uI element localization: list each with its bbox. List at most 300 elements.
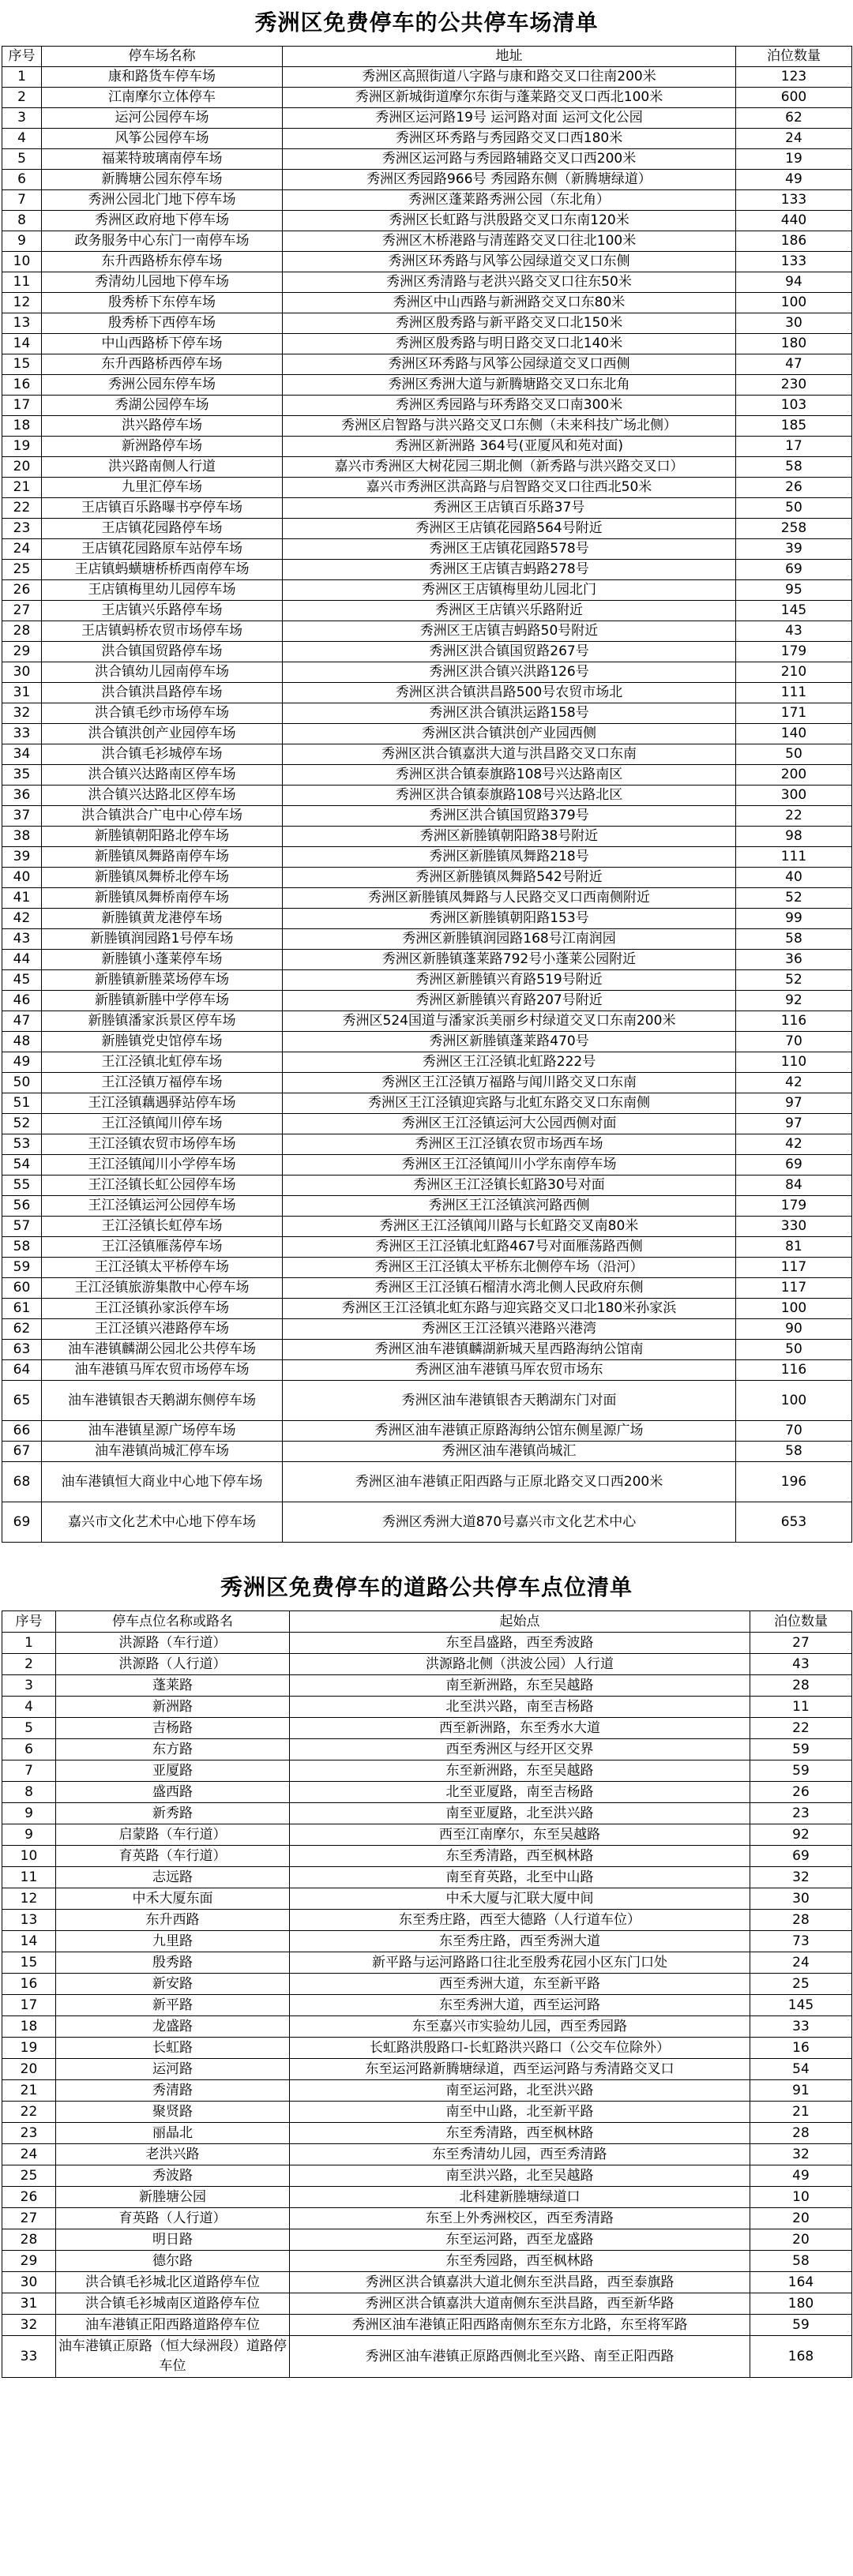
- cell-index: 20: [2, 457, 42, 478]
- cell-address: 东至运河路新腾塘绿道，西至运河路与秀清路交叉口: [290, 2059, 750, 2080]
- cell-name: 新塍镇新塍菜场停车场: [42, 970, 283, 991]
- cell-address: 秀洲区新塍镇凤舞路218号: [283, 847, 736, 868]
- column-header: 地址: [283, 47, 736, 67]
- cell-spaces: 30: [750, 1888, 852, 1910]
- cell-name: 九里汇停车场: [42, 478, 283, 498]
- cell-address: 北科建新塍塘绿道口: [290, 2187, 750, 2208]
- cell-spaces: 210: [736, 662, 852, 683]
- table-row: [2, 1846, 852, 1867]
- cell-spaces: 43: [736, 621, 852, 642]
- cell-spaces: 49: [736, 170, 852, 190]
- table-row: [2, 170, 852, 190]
- cell-address: 秀洲区王江泾镇石榴清水湾北侧人民政府东侧: [283, 1278, 736, 1299]
- cell-name: 运河路: [56, 2059, 290, 2080]
- cell-address: 秀洲区洪合镇兴洪路126号: [283, 662, 736, 683]
- cell-name: 秀洲公园东停车场: [42, 375, 283, 396]
- cell-index: 27: [2, 601, 42, 621]
- header-row: [2, 47, 852, 67]
- cell-address: 秀洲区环秀路与风筝公园绿道交叉口东侧: [283, 252, 736, 272]
- cell-name: 油车港镇恒大商业中心地下停车场: [42, 1462, 283, 1502]
- cell-spaces: 99: [736, 909, 852, 929]
- cell-index: 18: [2, 416, 42, 437]
- cell-spaces: 171: [736, 703, 852, 724]
- cell-name: 新塍镇凤舞桥北停车场: [42, 868, 283, 888]
- cell-name: 新塍塘公园: [56, 2187, 290, 2208]
- cell-spaces: 117: [736, 1278, 852, 1299]
- cell-spaces: 185: [736, 416, 852, 437]
- table-row: [2, 703, 852, 724]
- cell-spaces: 28: [750, 2123, 852, 2144]
- cell-index: 65: [2, 1381, 42, 1421]
- table-row: [2, 1502, 852, 1543]
- table-row: [2, 621, 852, 642]
- cell-address: 秀洲区王江泾镇运河大公园西侧对面: [283, 1114, 736, 1134]
- table-row: [2, 2315, 852, 2336]
- cell-name: 老洪兴路: [56, 2144, 290, 2165]
- cell-spaces: 116: [736, 1360, 852, 1381]
- cell-spaces: 97: [736, 1114, 852, 1134]
- cell-name: 油车港镇正阳西路道路停车位: [56, 2315, 290, 2336]
- cell-name: 德尔路: [56, 2251, 290, 2272]
- cell-index: 29: [2, 642, 42, 662]
- table-row: [2, 991, 852, 1011]
- table-row: [2, 149, 852, 170]
- cell-address: 秀洲区洪合镇洪昌路500号农贸市场北: [283, 683, 736, 703]
- table-row: [2, 847, 852, 868]
- cell-name: 育英路（人行道）: [56, 2208, 290, 2229]
- cell-address: 西至新洲路，东至秀水大道: [290, 1718, 750, 1739]
- cell-spaces: 70: [736, 1032, 852, 1052]
- cell-index: 49: [2, 1052, 42, 1073]
- cell-name: 油车港镇麟湖公园北公共停车场: [42, 1340, 283, 1360]
- cell-spaces: 73: [750, 1931, 852, 1952]
- cell-index: 26: [2, 2187, 56, 2208]
- cell-name: 嘉兴市文化艺术中心地下停车场: [42, 1502, 283, 1543]
- cell-address: 秀洲区王店镇花园路578号: [283, 539, 736, 560]
- cell-index: 46: [2, 991, 42, 1011]
- table-row: [2, 1237, 852, 1258]
- cell-spaces: 164: [750, 2272, 852, 2293]
- table-row: [2, 1217, 852, 1237]
- cell-spaces: 186: [736, 231, 852, 252]
- cell-address: 秀洲区王江泾镇农贸市场西车场: [283, 1134, 736, 1155]
- cell-name: 洪兴路停车场: [42, 416, 283, 437]
- cell-address: 秀洲区油车港镇正原路西侧北至兴路、南至正阳西路: [290, 2336, 750, 2378]
- table-row: [2, 827, 852, 847]
- cell-spaces: 100: [736, 1299, 852, 1319]
- cell-name: 王江泾镇太平桥停车场: [42, 1258, 283, 1278]
- cell-spaces: 52: [736, 970, 852, 991]
- table-row: [2, 1931, 852, 1952]
- cell-name: 龙盛路: [56, 2016, 290, 2038]
- cell-name: 王江泾镇农贸市场停车场: [42, 1134, 283, 1155]
- table-row: [2, 2059, 852, 2080]
- cell-index: 62: [2, 1319, 42, 1340]
- cell-name: 王店镇花园路原车站停车场: [42, 539, 283, 560]
- cell-spaces: 50: [736, 1340, 852, 1360]
- cell-address: 东至秀庄路，西至大德路（人行道车位）: [290, 1910, 750, 1931]
- cell-index: 56: [2, 1196, 42, 1217]
- cell-spaces: 16: [750, 2038, 852, 2059]
- cell-address: 南至洪兴路，北至吴越路: [290, 2165, 750, 2187]
- cell-address: 北至洪兴路，南至吉杨路: [290, 1697, 750, 1718]
- cell-address: 秀洲区洪合镇泰旗路108号兴达路北区: [283, 786, 736, 806]
- cell-name: 新秀路: [56, 1803, 290, 1824]
- table-row: [2, 2080, 852, 2102]
- cell-name: 王江泾镇闻川小学停车场: [42, 1155, 283, 1176]
- cell-spaces: 52: [736, 888, 852, 909]
- cell-address: 东至秀清路，西至枫林路: [290, 2123, 750, 2144]
- cell-name: 王江泾镇雁荡停车场: [42, 1237, 283, 1258]
- cell-index: 14: [2, 334, 42, 354]
- cell-address: 秀洲区蓬莱路秀洲公园（东北角）: [283, 190, 736, 211]
- cell-spaces: 103: [736, 396, 852, 416]
- cell-name: 殷秀桥下东停车场: [42, 293, 283, 313]
- cell-address: 南至新洲路，东至吴越路: [290, 1675, 750, 1697]
- cell-index: 61: [2, 1299, 42, 1319]
- cell-spaces: 258: [736, 519, 852, 539]
- cell-address: 秀洲区洪合镇国贸路267号: [283, 642, 736, 662]
- cell-name: 王店镇兴乐路停车场: [42, 601, 283, 621]
- cell-address: 秀洲区油车港镇麟湖新城天星西路海纳公馆南: [283, 1340, 736, 1360]
- cell-name: 新塍镇党史馆停车场: [42, 1032, 283, 1052]
- cell-address: 秀洲区殷秀路与明日路交叉口北140米: [283, 334, 736, 354]
- cell-address: 秀洲区中山西路与新洲路交叉口东80米: [283, 293, 736, 313]
- cell-name: 新安路: [56, 1974, 290, 1995]
- cell-index: 4: [2, 1697, 56, 1718]
- cell-index: 51: [2, 1093, 42, 1114]
- table-row: [2, 2229, 852, 2251]
- cell-address: 西至秀洲区与经开区交界: [290, 1739, 750, 1760]
- cell-index: 23: [2, 519, 42, 539]
- column-header: 泊位数量: [736, 47, 852, 67]
- cell-address: 秀洲区新塍镇凤舞路与人民路交叉口西南侧附近: [283, 888, 736, 909]
- cell-spaces: 179: [736, 1196, 852, 1217]
- table-row: [2, 1073, 852, 1093]
- cell-name: 新洲路停车场: [42, 437, 283, 457]
- table-row: [2, 662, 852, 683]
- cell-address: 秀洲区新塍镇朝阳路38号附近: [283, 827, 736, 847]
- cell-spaces: 180: [736, 334, 852, 354]
- cell-name: 王江泾镇北虹停车场: [42, 1052, 283, 1073]
- table-row: [2, 1360, 852, 1381]
- cell-index: 34: [2, 744, 42, 765]
- cell-address: 秀洲区新洲路 364号(亚厦风和苑对面): [283, 437, 736, 457]
- cell-index: 10: [2, 252, 42, 272]
- table-row: [2, 108, 852, 129]
- table-row: [2, 2123, 852, 2144]
- cell-spaces: 196: [736, 1462, 852, 1502]
- cell-index: 6: [2, 170, 42, 190]
- cell-spaces: 92: [736, 991, 852, 1011]
- cell-name: 王江泾镇藕遇驿站停车场: [42, 1093, 283, 1114]
- cell-name: 秀波路: [56, 2165, 290, 2187]
- cell-spaces: 440: [736, 211, 852, 231]
- cell-address: 秀洲区王江泾镇滨河路西侧: [283, 1196, 736, 1217]
- table-row: [2, 1995, 852, 2016]
- table-row: [2, 724, 852, 744]
- cell-spaces: 23: [750, 1803, 852, 1824]
- cell-index: 66: [2, 1421, 42, 1442]
- cell-address: 中禾大厦与汇联大厦中间: [290, 1888, 750, 1910]
- cell-spaces: 58: [736, 929, 852, 950]
- cell-address: 秀洲区秀园路966号 秀园路东侧（新腾塘绿道）: [283, 170, 736, 190]
- cell-name: 新洲路: [56, 1697, 290, 1718]
- cell-index: 27: [2, 2208, 56, 2229]
- cell-name: 政务服务中心东门一南停车场: [42, 231, 283, 252]
- cell-index: 68: [2, 1462, 42, 1502]
- cell-spaces: 97: [736, 1093, 852, 1114]
- cell-spaces: 54: [750, 2059, 852, 2080]
- cell-name: 洪合镇毛衫城北区道路停车位: [56, 2272, 290, 2293]
- cell-index: 41: [2, 888, 42, 909]
- cell-name: 风筝公园停车场: [42, 129, 283, 149]
- cell-address: 东至新洲路，东至吴越路: [290, 1760, 750, 1782]
- cell-name: 油车港镇马厍农贸市场停车场: [42, 1360, 283, 1381]
- cell-spaces: 133: [736, 190, 852, 211]
- column-header: 泊位数量: [750, 1611, 852, 1633]
- cell-spaces: 22: [750, 1718, 852, 1739]
- cell-spaces: 47: [736, 354, 852, 375]
- cell-index: 14: [2, 1931, 56, 1952]
- cell-address: 秀洲区秀园路与环秀路交叉口南300米: [283, 396, 736, 416]
- cell-index: 55: [2, 1176, 42, 1196]
- cell-address: 秀洲区油车港镇正阳西路与正原北路交叉口西200米: [283, 1462, 736, 1502]
- cell-name: 王江泾镇长虹停车场: [42, 1217, 283, 1237]
- cell-name: 王江泾镇万福停车场: [42, 1073, 283, 1093]
- cell-address: 秀洲区洪合镇嘉洪大道南侧东至洪昌路，西至新华路: [290, 2293, 750, 2315]
- cell-spaces: 58: [750, 2251, 852, 2272]
- table-row: [2, 1633, 852, 1654]
- cell-index: 9: [2, 1824, 56, 1846]
- cell-index: 11: [2, 272, 42, 293]
- cell-address: 秀洲区新塍镇朝阳路153号: [283, 909, 736, 929]
- cell-spaces: 21: [750, 2102, 852, 2123]
- cell-spaces: 100: [736, 1381, 852, 1421]
- cell-name: 洪合镇毛衫城停车场: [42, 744, 283, 765]
- cell-name: 王店镇蚂桥农贸市场停车场: [42, 621, 283, 642]
- cell-address: 西至秀洲大道，东至新平路: [290, 1974, 750, 1995]
- cell-address: 秀洲区524国道与潘家浜美丽乡村绿道交叉口东南200米: [283, 1011, 736, 1032]
- cell-name: 王江泾镇长虹公园停车场: [42, 1176, 283, 1196]
- cell-name: 秀湖公园停车场: [42, 396, 283, 416]
- cell-spaces: 36: [736, 950, 852, 970]
- cell-name: 洪合镇兴达路南区停车场: [42, 765, 283, 786]
- cell-address: 秀洲区王江泾镇北虹路222号: [283, 1052, 736, 1073]
- cell-name: 明日路: [56, 2229, 290, 2251]
- cell-index: 67: [2, 1442, 42, 1462]
- cell-spaces: 59: [750, 2315, 852, 2336]
- cell-index: 15: [2, 354, 42, 375]
- cell-index: 4: [2, 129, 42, 149]
- table-row: [2, 806, 852, 827]
- cell-name: 秀洲区政府地下停车场: [42, 211, 283, 231]
- cell-spaces: 28: [750, 1675, 852, 1697]
- cell-spaces: 49: [750, 2165, 852, 2187]
- cell-spaces: 33: [750, 2016, 852, 2038]
- column-header: 停车场名称: [42, 47, 283, 67]
- table-row: [2, 252, 852, 272]
- cell-address: 秀洲区木桥港路与清莲路交叉口往北100米: [283, 231, 736, 252]
- table-row: [2, 539, 852, 560]
- cell-index: 63: [2, 1340, 42, 1360]
- cell-index: 21: [2, 478, 42, 498]
- cell-address: 秀洲区王店镇花园路564号附近: [283, 519, 736, 539]
- cell-index: 53: [2, 1134, 42, 1155]
- table-row: [2, 231, 852, 252]
- cell-index: 33: [2, 724, 42, 744]
- cell-name: 新塍镇小蓬莱停车场: [42, 950, 283, 970]
- cell-name: 洪合镇毛纱市场停车场: [42, 703, 283, 724]
- cell-address: 秀洲区秀洲大道与新腾塘路交叉口东北角: [283, 375, 736, 396]
- cell-index: 57: [2, 1217, 42, 1237]
- cell-spaces: 90: [736, 1319, 852, 1340]
- cell-name: 东方路: [56, 1739, 290, 1760]
- cell-index: 5: [2, 1718, 56, 1739]
- cell-index: 11: [2, 1867, 56, 1888]
- cell-name: 新塍镇新塍中学停车场: [42, 991, 283, 1011]
- table-row: [2, 1052, 852, 1073]
- cell-spaces: 58: [736, 1442, 852, 1462]
- cell-index: 45: [2, 970, 42, 991]
- cell-index: 35: [2, 765, 42, 786]
- cell-address: 秀洲区启智路与洪兴路交叉口东侧（未来科技广场北侧）: [283, 416, 736, 437]
- cell-spaces: 92: [750, 1824, 852, 1846]
- cell-spaces: 32: [750, 2144, 852, 2165]
- cell-spaces: 81: [736, 1237, 852, 1258]
- cell-index: 25: [2, 2165, 56, 2187]
- section-gap: [0, 1543, 853, 1565]
- table-row: [2, 88, 852, 108]
- cell-address: 东至秀清幼儿园，西至秀清路: [290, 2144, 750, 2165]
- cell-name: 王店镇花园路停车场: [42, 519, 283, 539]
- table-row: [2, 67, 852, 88]
- column-header: 起始点: [290, 1611, 750, 1633]
- table-row: [2, 1176, 852, 1196]
- cell-address: 秀洲区油车港镇正原路海纳公馆东侧星源广场: [283, 1421, 736, 1442]
- table-row: [2, 580, 852, 601]
- cell-spaces: 40: [736, 868, 852, 888]
- cell-address: 秀洲区新塍镇蓬莱路470号: [283, 1032, 736, 1052]
- cell-name: 洪兴路南侧人行道: [42, 457, 283, 478]
- cell-index: 16: [2, 1974, 56, 1995]
- cell-name: 福莱特玻璃南停车场: [42, 149, 283, 170]
- parking-lots-table: [2, 46, 852, 1543]
- cell-name: 长虹路: [56, 2038, 290, 2059]
- table-row: [2, 786, 852, 806]
- cell-address: 秀洲区新塍镇润园路168号江南润园: [283, 929, 736, 950]
- table-row: [2, 1675, 852, 1697]
- cell-spaces: 24: [736, 129, 852, 149]
- cell-name: 油车港镇星源广场停车场: [42, 1421, 283, 1442]
- table-row: [2, 1258, 852, 1278]
- cell-spaces: 180: [750, 2293, 852, 2315]
- road-parking-table: [2, 1610, 852, 2378]
- cell-name: 洪合镇国贸路停车场: [42, 642, 283, 662]
- cell-index: 16: [2, 375, 42, 396]
- cell-index: 12: [2, 1888, 56, 1910]
- cell-address: 新平路与运河路路口往北至殷秀花园小区东门口处: [290, 1952, 750, 1974]
- cell-address: 东至秀洲大道，西至运河路: [290, 1995, 750, 2016]
- table-row: [2, 909, 852, 929]
- cell-index: 9: [2, 1803, 56, 1824]
- table-row: [2, 437, 852, 457]
- cell-spaces: 43: [750, 1654, 852, 1675]
- table-row: [2, 1442, 852, 1462]
- cell-spaces: 24: [750, 1952, 852, 1974]
- table-row: [2, 1011, 852, 1032]
- cell-address: 秀洲区王店镇兴乐路附近: [283, 601, 736, 621]
- cell-spaces: 69: [736, 1155, 852, 1176]
- cell-spaces: 30: [736, 313, 852, 334]
- cell-name: 新塍镇润园路1号停车场: [42, 929, 283, 950]
- cell-spaces: 91: [750, 2080, 852, 2102]
- table-row: [2, 1974, 852, 1995]
- table-row: [2, 211, 852, 231]
- table-row: [2, 1697, 852, 1718]
- cell-name: 丽晶北: [56, 2123, 290, 2144]
- cell-spaces: 117: [736, 1258, 852, 1278]
- cell-index: 6: [2, 1739, 56, 1760]
- table-row: [2, 1278, 852, 1299]
- cell-name: 王江泾镇孙家浜停车场: [42, 1299, 283, 1319]
- cell-index: 3: [2, 108, 42, 129]
- table-row: [2, 396, 852, 416]
- cell-spaces: 50: [736, 744, 852, 765]
- cell-name: 聚贤路: [56, 2102, 290, 2123]
- cell-index: 59: [2, 1258, 42, 1278]
- cell-name: 殷秀桥下西停车场: [42, 313, 283, 334]
- cell-spaces: 110: [736, 1052, 852, 1073]
- cell-name: 亚厦路: [56, 1760, 290, 1782]
- cell-index: 26: [2, 580, 42, 601]
- cell-address: 长虹路洪殷路口-长虹路洪兴路口（公交车位除外）: [290, 2038, 750, 2059]
- cell-address: 秀洲区洪合镇泰旗路108号兴达路南区: [283, 765, 736, 786]
- cell-name: 新塍镇潘家浜景区停车场: [42, 1011, 283, 1032]
- table-row: [2, 1381, 852, 1421]
- cell-index: 58: [2, 1237, 42, 1258]
- cell-address: 秀洲区秀洲大道870号嘉兴市文化艺术中心: [283, 1502, 736, 1543]
- cell-address: 秀洲区油车港镇马厍农贸市场东: [283, 1360, 736, 1381]
- cell-spaces: 300: [736, 786, 852, 806]
- cell-index: 20: [2, 2059, 56, 2080]
- table-row: [2, 1803, 852, 1824]
- cell-index: 37: [2, 806, 42, 827]
- cell-name: 启蒙路（车行道）: [56, 1824, 290, 1846]
- table-row: [2, 1421, 852, 1442]
- cell-address: 秀洲区王店镇吉蚂路50号附近: [283, 621, 736, 642]
- table-row: [2, 2336, 852, 2378]
- table-row: [2, 744, 852, 765]
- cell-index: 38: [2, 827, 42, 847]
- cell-spaces: 27: [750, 1633, 852, 1654]
- table-row: [2, 2251, 852, 2272]
- table-row: [2, 888, 852, 909]
- table-row: [2, 2187, 852, 2208]
- cell-address: 洪源路北侧（洪波公园）人行道: [290, 1654, 750, 1675]
- cell-spaces: 116: [736, 1011, 852, 1032]
- table-row: [2, 1910, 852, 1931]
- table-row: [2, 1299, 852, 1319]
- cell-address: 秀洲区王店镇吉蚂路278号: [283, 560, 736, 580]
- table-row: [2, 2165, 852, 2187]
- table-row: [2, 1319, 852, 1340]
- header-row: [2, 1611, 852, 1633]
- cell-spaces: 111: [736, 683, 852, 703]
- cell-address: 秀洲区新城街道摩尔东街与蓬莱路交叉口西北100米: [283, 88, 736, 108]
- cell-index: 15: [2, 1952, 56, 1974]
- cell-spaces: 94: [736, 272, 852, 293]
